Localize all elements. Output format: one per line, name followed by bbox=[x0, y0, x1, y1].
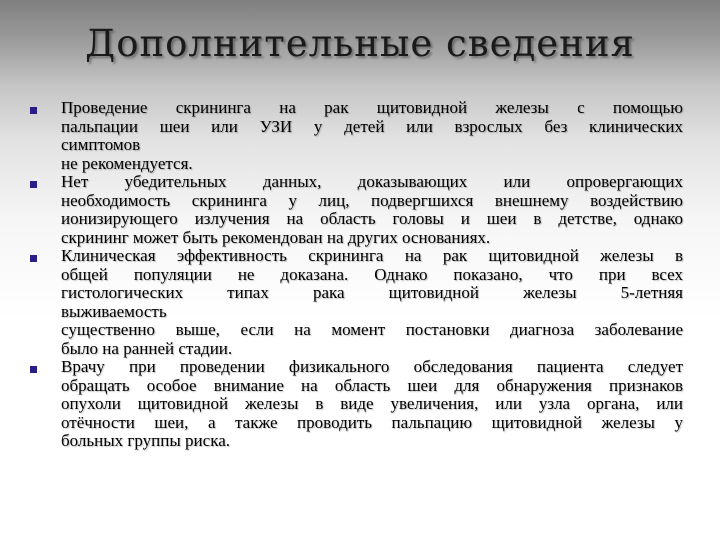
text-line: симптомов bbox=[61, 135, 141, 154]
text-line: Нет убедительных данных, доказывающих или опровергающих bbox=[61, 172, 683, 191]
text-line: общей популяции не доказана. Однако показано, что при всех bbox=[61, 264, 683, 284]
text-line: необходимость скрининга у лиц, подвергшихся внешнему воздействию bbox=[61, 190, 683, 210]
bullet-text bbox=[61, 358, 683, 451]
bullet-text bbox=[61, 173, 683, 247]
text-line: не рекомендуется. bbox=[61, 153, 193, 173]
bullet-item bbox=[30, 358, 683, 451]
text-line: Врачу при проведении физикального обследования пациента следует bbox=[61, 357, 683, 376]
square-bullet-icon bbox=[30, 107, 37, 114]
text-line: опухоли щитовидной железы в виде увеличения, или узла органа, или bbox=[61, 394, 683, 413]
text-line: пальпации шеи или УЗИ у детей или взрослых без клинических bbox=[61, 116, 683, 136]
bullet-item bbox=[30, 99, 683, 173]
slide-title: Дополнительные сведения bbox=[85, 22, 635, 65]
bullet-item bbox=[30, 173, 683, 247]
text-line: ионизирующего излучения на область головы и шеи в детстве, однако bbox=[61, 209, 683, 228]
text-line: было на ранней стадии. bbox=[61, 338, 233, 358]
text-line: выживаемость bbox=[61, 301, 167, 321]
square-bullet-icon bbox=[30, 366, 37, 373]
text-line: больных группы риска. bbox=[61, 431, 230, 450]
bullet-list bbox=[30, 99, 683, 451]
square-bullet-icon bbox=[30, 255, 37, 262]
text-line: обращать особое внимание на область шеи для обнаружения признаков bbox=[61, 375, 683, 395]
bullet-item bbox=[30, 247, 683, 358]
text-line: Проведение скрининга на рак щитовидной железы с помощью bbox=[61, 98, 683, 117]
text-line: гистологических типах рака щитовидной железы 5-летняя bbox=[61, 283, 683, 302]
bullet-text bbox=[61, 99, 683, 173]
square-bullet-icon bbox=[30, 181, 37, 188]
text-line: отёчности шеи, а также проводить пальпацию щитовидной железы у bbox=[61, 412, 683, 432]
text-line: существенно выше, если на момент постановки диагноза заболевание bbox=[61, 320, 683, 339]
text-line: скрининг может быть рекомендован на других основаниях. bbox=[61, 227, 491, 247]
text-line: Клиническая эффективность скрининга на рак щитовидной железы в bbox=[61, 246, 683, 265]
bullet-text bbox=[61, 247, 683, 358]
